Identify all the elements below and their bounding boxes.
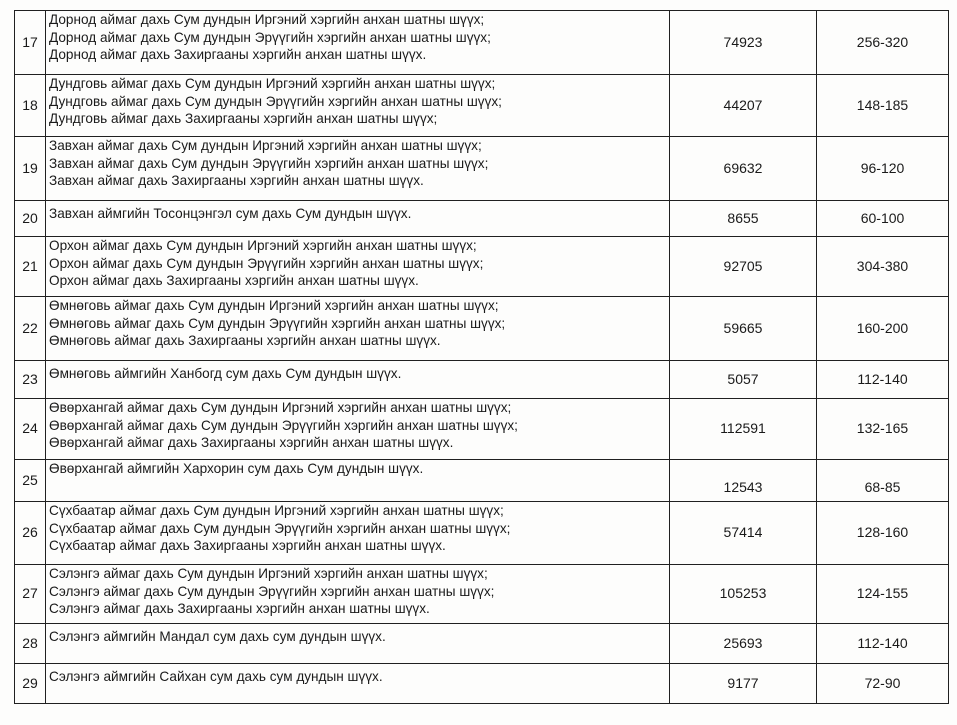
row-number: 25 (15, 460, 46, 502)
row-number: 23 (15, 361, 46, 399)
court-line: Өмнөговь аймаг дахь Сум дундын Иргэний хэргийн анхан шатны шүүх; (49, 298, 499, 313)
court-line: Сүхбаатар аймаг дахь Захиргааны хэргийн анхан шатны шүүх. (49, 538, 446, 553)
population-cell: 9177 (670, 664, 817, 704)
court-line: Дорнод аймаг дахь Сум дундын Иргэний хэргийн анхан шатны шүүх; (49, 12, 485, 27)
court-line: Дорнод аймаг дахь Сум дундын Эрүүгийн хэргийн анхан шатны шүүх; (49, 29, 491, 45)
row-number: 29 (15, 664, 46, 704)
table-row (15, 297, 949, 361)
court-line: Өмнөговь аймаг дахь Захиргааны хэргийн анхан шатны шүүх. (49, 333, 441, 348)
row-number: 27 (15, 565, 46, 624)
court-name-cell (46, 460, 670, 502)
range-value: 68-85 (864, 478, 901, 495)
range-cell: 72-90 (817, 664, 949, 704)
court-line: Сэлэнгэ аймаг дахь Сум дундын Эрүүгийн хэргийн анхан шатны шүүх; (49, 583, 495, 599)
row-number: 26 (15, 502, 46, 565)
court-name-cell (46, 137, 670, 201)
row-number: 22 (15, 297, 46, 361)
court-name-cell (46, 565, 670, 624)
court-name-cell (46, 624, 670, 664)
range-cell: 148-185 (817, 75, 949, 137)
population-value: 12543 (723, 478, 763, 495)
table-row (15, 201, 949, 237)
population-cell: 8655 (670, 201, 817, 237)
courts-table (14, 10, 949, 704)
court-line: Орхон аймаг дахь Сум дундын Эрүүгийн хэргийн анхан шатны шүүх; (49, 255, 484, 271)
court-name-cell (46, 11, 670, 75)
court-line: Орхон аймаг дахь Захиргааны хэргийн анхан шатны шүүх. (49, 273, 419, 288)
table-row (15, 361, 949, 399)
table-row (15, 664, 949, 704)
population-cell: 74923 (670, 11, 817, 75)
court-name-cell (46, 664, 670, 704)
court-line: Дорнод аймаг дахь Захиргааны хэргийн анхан шатны шүүх. (49, 47, 427, 62)
table-row (15, 137, 949, 201)
table-row (15, 502, 949, 565)
row-number: 17 (15, 11, 46, 75)
court-line: Завхан аймаг дахь Сум дундын Иргэний хэргийн анхан шатны шүүх; (49, 138, 482, 153)
row-number: 19 (15, 137, 46, 201)
population-cell: 105253 (670, 565, 817, 624)
range-cell: 132-165 (817, 399, 949, 460)
row-number: 20 (15, 201, 46, 237)
row-number: 18 (15, 75, 46, 137)
court-line: Орхон аймаг дахь Сум дундын Иргэний хэргийн анхан шатны шүүх; (49, 238, 477, 253)
court-line: Дундговь аймаг дахь Захиргааны хэргийн анхан шатны шүүх; (49, 111, 438, 126)
range-cell: 124-155 (817, 565, 949, 624)
court-line: Өмнөговь аймгийн Ханбогд сум дахь Сум дундын шүүх. (49, 366, 402, 381)
court-name-cell (46, 297, 670, 361)
population-cell: 59665 (670, 297, 817, 361)
table-row (15, 75, 949, 137)
court-line: Сүхбаатар аймаг дахь Сум дундын Эрүүгийн хэргийн анхан шатны шүүх; (49, 520, 511, 536)
table-row (15, 11, 949, 75)
court-name-cell (46, 399, 670, 460)
table-row (15, 399, 949, 460)
range-cell (817, 460, 949, 502)
court-line: Сүхбаатар аймаг дахь Сум дундын Иргэний хэргийн анхан шатны шүүх; (49, 503, 504, 518)
court-name-cell (46, 75, 670, 137)
range-cell: 256-320 (817, 11, 949, 75)
court-line: Сэлэнгэ аймгийн Сайхан сум дахь сум дундын шүүх. (49, 669, 383, 684)
court-line: Өвөрхангай аймаг дахь Сум дундын Иргэний хэргийн анхан шатны шүүх; (49, 400, 512, 415)
court-line: Өвөрхангай аймгийн Хархорин сум дахь Сум дундын шүүх. (49, 461, 424, 476)
population-cell: 25693 (670, 624, 817, 664)
population-cell: 92705 (670, 237, 817, 297)
population-cell (670, 460, 817, 502)
table-row (15, 460, 949, 502)
range-cell: 160-200 (817, 297, 949, 361)
court-name-cell (46, 237, 670, 297)
row-number: 28 (15, 624, 46, 664)
court-line: Дундговь аймаг дахь Сум дундын Иргэний хэргийн анхан шатны шүүх; (49, 76, 496, 91)
court-line: Завхан аймаг дахь Сум дундын Эрүүгийн хэргийн анхан шатны шүүх; (49, 155, 489, 171)
court-line: Өмнөговь аймаг дахь Сум дундын Эрүүгийн хэргийн анхан шатны шүүх; (49, 315, 506, 331)
row-number: 24 (15, 399, 46, 460)
court-line: Сэлэнгэ аймгийн Мандал сум дахь сум дундын шүүх. (49, 629, 386, 644)
court-line: Өвөрхангай аймаг дахь Захиргааны хэргийн анхан шатны шүүх. (49, 435, 454, 450)
table-row (15, 565, 949, 624)
population-cell: 69632 (670, 137, 817, 201)
court-line: Сэлэнгэ аймаг дахь Захиргааны хэргийн анхан шатны шүүх. (49, 601, 430, 616)
range-cell: 96-120 (817, 137, 949, 201)
court-line: Сэлэнгэ аймаг дахь Сум дундын Иргэний хэргийн анхан шатны шүүх; (49, 566, 488, 581)
court-name-cell (46, 361, 670, 399)
court-line: Завхан аймаг дахь Захиргааны хэргийн анхан шатны шүүх. (49, 173, 424, 188)
court-line: Өвөрхангай аймаг дахь Сум дундын Эрүүгийн хэргийн анхан шатны шүүх; (49, 417, 518, 433)
range-cell: 112-140 (817, 624, 949, 664)
court-name-cell (46, 502, 670, 565)
population-cell: 57414 (670, 502, 817, 565)
table-row (15, 237, 949, 297)
court-line: Дундговь аймаг дахь Сум дундын Эрүүгийн хэргийн анхан шатны шүүх; (49, 93, 502, 109)
range-cell: 128-160 (817, 502, 949, 565)
court-line: Завхан аймгийн Тосонцэнгэл сум дахь Сум дундын шүүх. (49, 206, 412, 221)
range-cell: 112-140 (817, 361, 949, 399)
population-cell: 44207 (670, 75, 817, 137)
row-number: 21 (15, 237, 46, 297)
court-name-cell (46, 201, 670, 237)
table-row (15, 624, 949, 664)
range-cell: 60-100 (817, 201, 949, 237)
population-cell: 5057 (670, 361, 817, 399)
population-cell: 112591 (670, 399, 817, 460)
range-cell: 304-380 (817, 237, 949, 297)
